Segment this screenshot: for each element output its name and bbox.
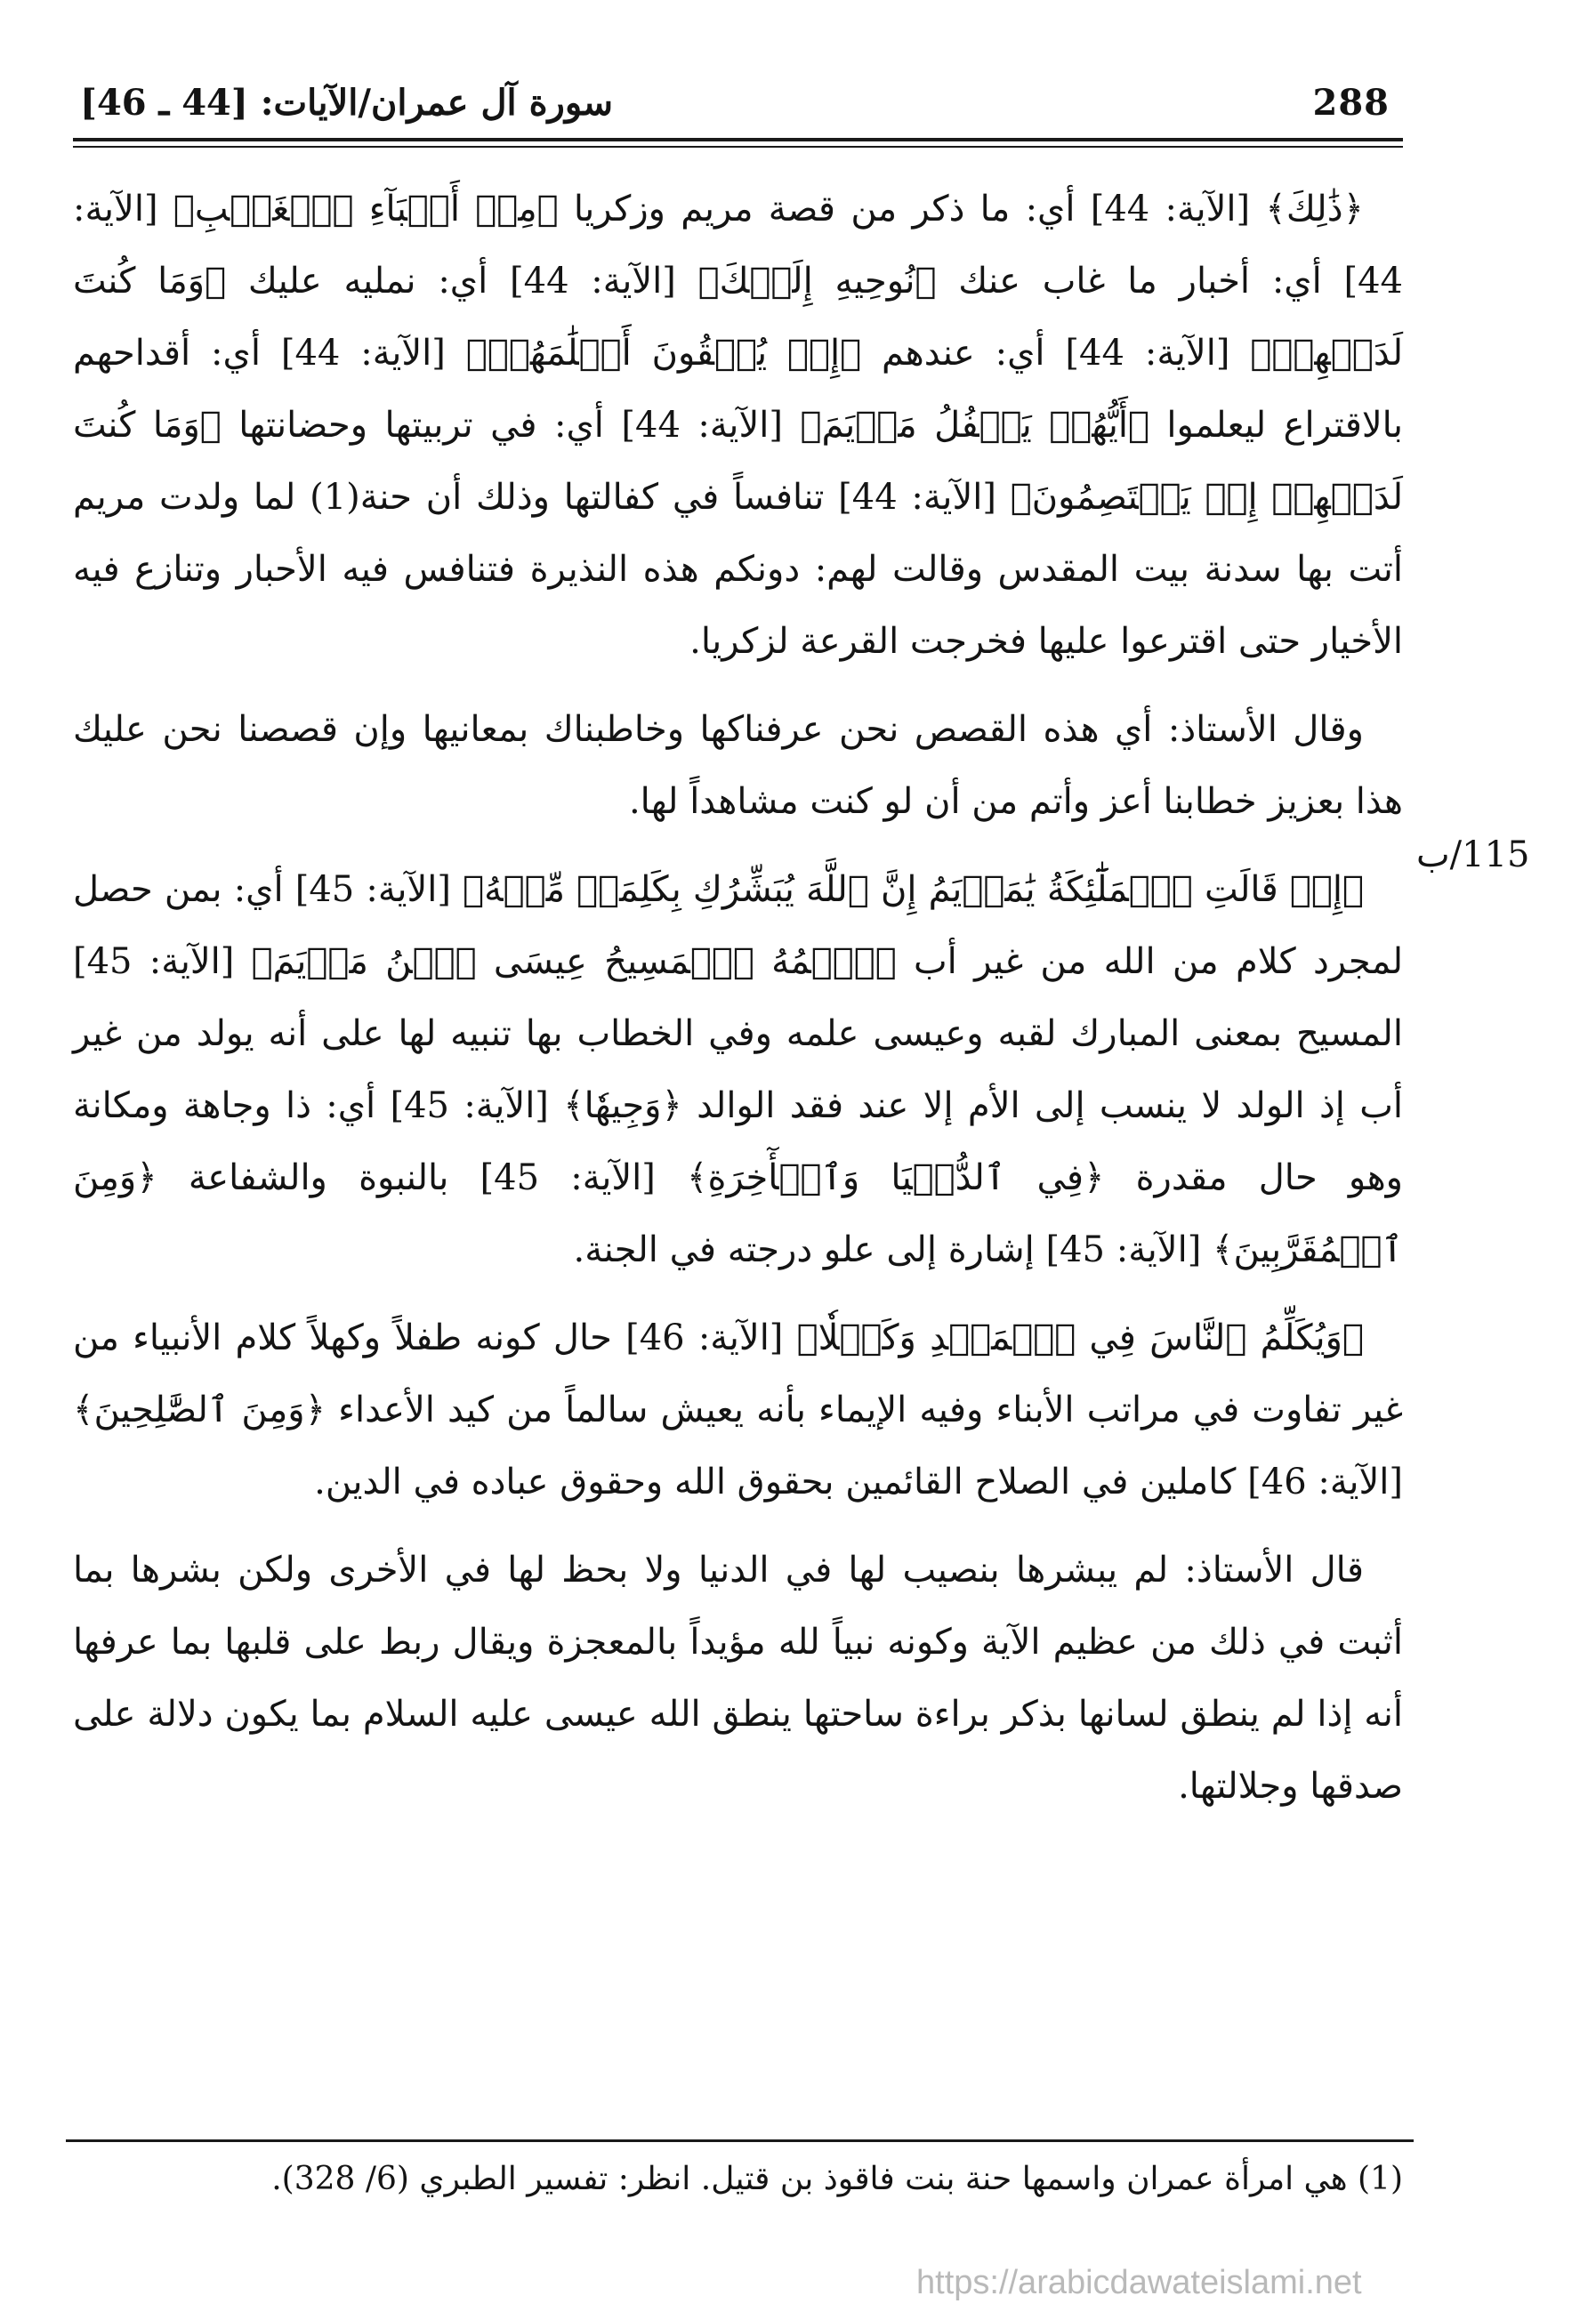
main-text — [73, 173, 1403, 1839]
running-title: سورة آل عمران/الآيات: [44 ـ 46] — [80, 82, 614, 124]
paragraph-ustadh-comment-2: قال الأستاذ: لم يبشرها بنصيب لها في الدنيا ولا بحظ لها في الأخرى ولكن بشرها بما أثبت في ذلك من عظيم الآية وكونه نبياً لله مؤيداً بالمعجزة ويقال ربط على قلبها بما عرفها أنه إذا لم ينطق لسانها بذكر براءة ساحتها ينطق الله عيسى عليه السلام بما يكون دلالة على صدقها وجلالتها. — [73, 1550, 1403, 1807]
footnote-rule — [66, 2139, 1414, 2142]
page-header — [62, 82, 1397, 135]
manuscript-folio-note: 115/ب — [1416, 834, 1530, 875]
header-rule-secondary — [73, 146, 1403, 148]
paragraph-verse-45: ﴿إِذۡ قَالَتِ ٱلۡمَلَٰٓئِكَةُ يَٰمَرۡيَمُ إِنَّ ٱللَّهَ يُبَشِّرُكِ بِكَلِمَةٖ مِّنۡهُ﴾ [الآية: 45] أي: بمن حصل لمجرد كلام من الله من غير أب ﴿ٱسۡمُهُ ٱلۡمَسِيحُ عِيسَى ٱبۡنُ مَرۡيَمَ﴾ [الآية: 45] المسيح بمعنى المبارك لقبه وعيسى علمه وفي الخطاب بها تنبيه لها على أنه يولد من غير أب إذ الولد لا ينسب إلى الأم إلا عند فقد الوالد ﴿وَجِيهٗا﴾ [الآية: 45] أي: ذا وجاهة ومكانة وهو حال مقدرة ﴿فِي ٱلدُّنۡيَا وَٱلۡأٓخِرَةِ﴾ [الآية: 45] بالنبوة والشفاعة ﴿وَمِنَ ٱلۡمُقَرَّبِينَ﴾ [الآية: 45] إشارة إلى علو درجته في الجنة. — [73, 869, 1404, 1270]
watermark-url: https://arabicdawateislami.net — [916, 2264, 1362, 2301]
paragraph-ustadh-comment-1: وقال الأستاذ: أي هذه القصص نحن عرفناكها وخاطبناك بمعانيها وإن قصصنا نحن عليك هذا بعزيز خطابنا أعز وأتم من أن لو كنت مشاهداً لها. — [73, 709, 1403, 822]
paragraph-verse-46: ﴿وَيُكَلِّمُ ٱلنَّاسَ فِي ٱلۡمَهۡدِ وَكَهۡلٗا﴾ [الآية: 46] حال كونه طفلاً وكهلاً كلام الأنبياء من غير تفاوت في مراتب الأبناء وفيه الإيماء بأنه يعيش سالماً من كيد الأعداء ﴿وَمِنَ ٱلصَّٰلِحِينَ﴾ [الآية: 46] كاملين في الصلاح القائمين بحقوق الله وحقوق عباده في الدين. — [73, 1317, 1403, 1502]
paragraph-verse-44: ﴿ذَٰلِكَ﴾ [الآية: 44] أي: ما ذكر من قصة مريم وزكريا ﴿مِنۡ أَنۢبَآءِ ٱلۡغَيۡبِ﴾ [الآية: 44] أي: أخبار ما غاب عنك ﴿نُوحِيهِ إِلَيۡكَ﴾ [الآية: 44] أي: نمليه عليك ﴿وَمَا كُنتَ لَدَيۡهِمۡ﴾ [الآية: 44] أي: عندهم ﴿إِذۡ يُلۡقُونَ أَقۡلَٰمَهُمۡ﴾ [الآية: 44] أي: أقداحهم بالاقتراع ليعلموا ﴿أَيُّهُمۡ يَكۡفُلُ مَرۡيَمَ﴾ [الآية: 44] أي: في تربيتها وحضانتها ﴿وَمَا كُنتَ لَدَيۡهِمۡ إِذۡ يَخۡتَصِمُونَ﴾ [الآية: 44] تنافساً في كفالتها وذلك أن حنة(1) لما ولدت مريم أتت بها سدنة بيت المقدس وقالت لهم: دونكم هذه النذيرة فتنافس فيه الأحبار وتنازع فيه الأخيار حتى اقترعوا عليها فخرجت القرعة لزكريا. — [73, 189, 1404, 662]
header-rule — [73, 138, 1403, 141]
footnote: (1) هي امرأة عمران واسمها حنة بنت فاقوذ بن قتيل. انظر: تفسير الطبري (6/ 328). — [271, 2161, 1403, 2197]
page-number: 288 — [1312, 82, 1390, 124]
